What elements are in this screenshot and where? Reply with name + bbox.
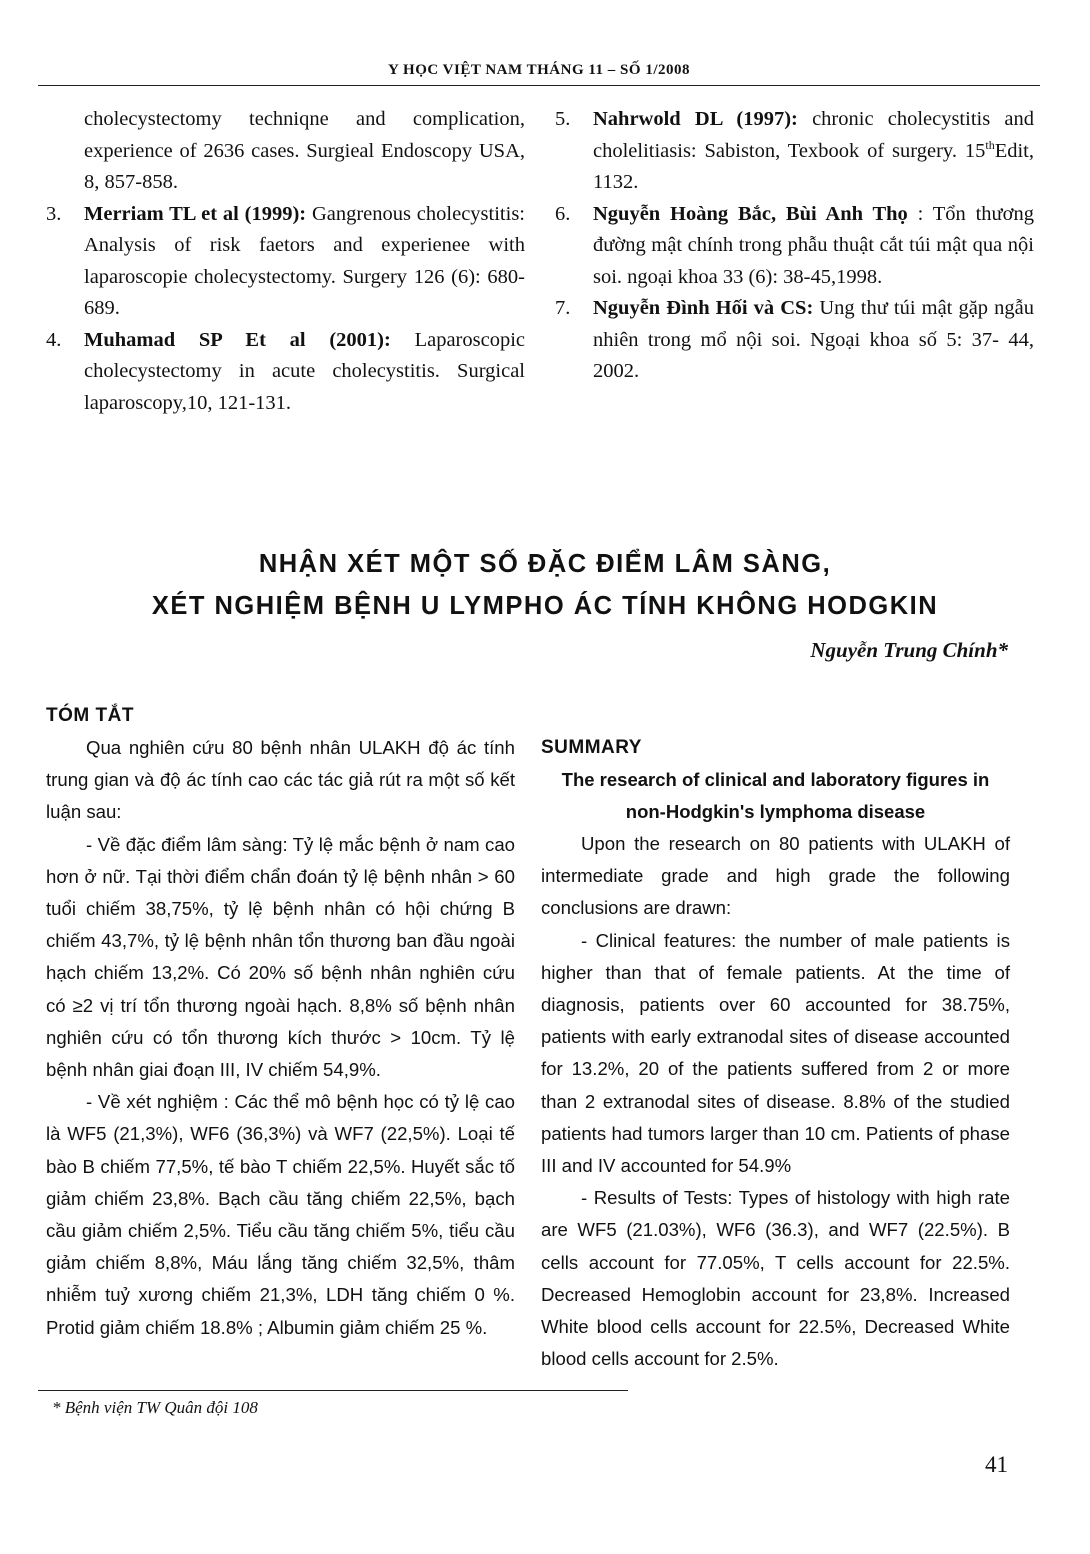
running-header [38,62,1040,86]
reference-list [46,104,1034,419]
reference-item [46,104,525,199]
reference-author: Muhamad SP Et al (2001): [84,328,391,351]
abstract-heading: TÓM TẮT [46,705,134,726]
reference-column-left [46,104,525,419]
article-author: Nguyễn Trung Chính* [810,638,1008,662]
summary-paragraph: - Results of Tests: Types of histology with high rate are WF5 (21.03%), WF6 (36.3), and WF7 (22.5%). B cells account for 77.05%, T cells account for 22.5%. Decreased Hemoglobin account for 23,8%. Increased White blood cells account for 22.5%, Decreased White blood cells account for 2.5%. [541,1187,1010,1370]
reference-author: Merriam TL et al (1999): [84,202,307,225]
abstract-vietnamese [46,700,515,1375]
reference-column-right [555,104,1034,419]
reference-item [46,199,525,325]
reference-number: 4. [46,328,62,351]
article-title [40,543,1050,627]
reference-item [555,104,1034,199]
footnote-divider [38,1390,628,1391]
reference-text: Nguyễn Hoàng Bắc, Bùi Anh Thọ : Tổn thương đường mật chính trong phẫu thuật cắt túi mật qua nội soi. ngoại khoa 33 (6): 38-45,1998. [593,202,1034,288]
footnote: * Bệnh viện TW Quân đội 108 [52,1398,258,1417]
abstract-paragraph: Qua nghiên cứu 80 bệnh nhân ULAKH độ ác tính trung gian và độ ác tính cao các tác giả rút ra một số kết luận sau: [46,737,515,823]
summary-paragraph: - Clinical features: the number of male patients is higher than that of female patients. At the time of diagnosis, patients over 60 accounted for 38.75%, patients with early extranodal sites of disease accounted for 13.2%, 20 of the patients suffered from 2 or more than 2 extranodal sites of disease. 8.8% of the studied patients had tumors larger than 10 cm. Patients of phase III and IV accounted for 54.9% [541,929,1010,1177]
abstract-paragraph: - Về xét nghiệm : Các thể mô bệnh học có tỷ lệ cao là WF5 (21,3%), WF6 (36,3%) và WF7 (22,5%). Loại tế bào B chiếm 77,5%, tế bào T chiếm 22,5%. Huyết sắc tố giảm chiếm 23,8%. Bạch cầu tăng chiếm 22,5%, bạch cầu giảm chiếm 2,5%. Tiểu cầu tăng chiếm 5%, tiểu cầu giảm chiếm 8,8%, Máu lắng tăng chiếm 32,5%, thâm nhiễm tuỷ xương chiếm 21,3%, LDH tăng chiếm 0 %. Protid giảm chiếm 18.8% ; Albumin giảm chiếm 25 %. [46,1091,515,1338]
reference-item [555,293,1034,388]
reference-number [46,104,84,199]
reference-text: Nahrwold DL (1997): chronic cholecystitis and cholelitiasis: Sabiston, Texbook of surgery. 15thEdit, 1132. [593,108,1034,193]
abstract-english [541,700,1010,1375]
reference-text: Nguyễn Đình Hối và CS: Ung thư túi mật gặp ngẫu nhiên trong mổ nội soi. Ngoại khoa số 5: 37- 44, 2002. [593,297,1034,382]
summary-paragraph: Upon the research on 80 patients with ULAKH of intermediate grade and high grade the following conclusions are drawn: [541,833,1010,919]
reference-text: Merriam TL et al (1999): Gangrenous cholecystitis: Analysis of risk faetors and experienee with laparoscopie cholecystectomy. Surgery 126 (6): 680-689. [84,202,525,319]
summary-subtitle-line-2: non-Hodgkin's lymphoma disease [625,801,926,822]
article-body [46,700,1010,1375]
reference-author: Nguyễn Hoàng Bắc, Bùi Anh Thọ [593,202,908,225]
reference-number: 6. [555,202,571,225]
abstract-paragraph: - Về đặc điểm lâm sàng: Tỷ lệ mắc bệnh ở nam cao hơn ở nữ. Tại thời điểm chẩn đoán tỷ lệ bệnh nhân > 60 tuổi chiếm 38,75%, tỷ lệ bệnh nhân có hội chứng B chiếm 43,7%, tỷ lệ bệnh nhân tổn thương ban đầu ngoài hạch chiếm 13,2%. Có 20% số bệnh nhân nghiên cứu có ≥2 vị trí tổn thương ngoài hạch. 8,8% số bệnh nhân nghiên cứu có tổn thương kích thước > 10cm. Tỷ lệ bệnh nhân giai đoạn III, IV chiếm 54,9%. [46,833,515,1081]
reference-number: 3. [46,202,62,225]
reference-number: 7. [555,297,571,319]
reference-author: Nguyễn Đình Hối và CS: [593,297,814,319]
reference-author: Nahrwold DL (1997): [593,108,798,130]
reference-number: 5. [555,108,571,130]
page-number: 41 [985,1452,1008,1477]
running-title: Y HỌC VIỆT NAM THÁNG 11 – SỐ 1/2008 [388,62,690,78]
article-title-line-2: XÉT NGHIỆM BỆNH U LYMPHO ÁC TÍNH KHÔNG HODGKIN [151,592,939,620]
reference-item [555,199,1034,294]
summary-heading: SUMMARY [541,737,642,758]
reference-text: Muhamad SP Et al (2001): Laparoscopic cholecystectomy in acute cholecystitis. Surgical laparoscopy,10, 121-131. [84,328,525,414]
reference-text: cholecystectomy techniqne and complication, experience of 2636 cases. Surgieal Endoscopy USA, 8, 857-858. [84,108,525,193]
article-title-line-1: NHẬN XÉT MỘT SỐ ĐẶC ĐIỂM LÂM SÀNG, [258,550,832,578]
reference-item [46,325,525,420]
summary-subtitle-line-1: The research of clinical and laboratory figures in [561,769,990,790]
